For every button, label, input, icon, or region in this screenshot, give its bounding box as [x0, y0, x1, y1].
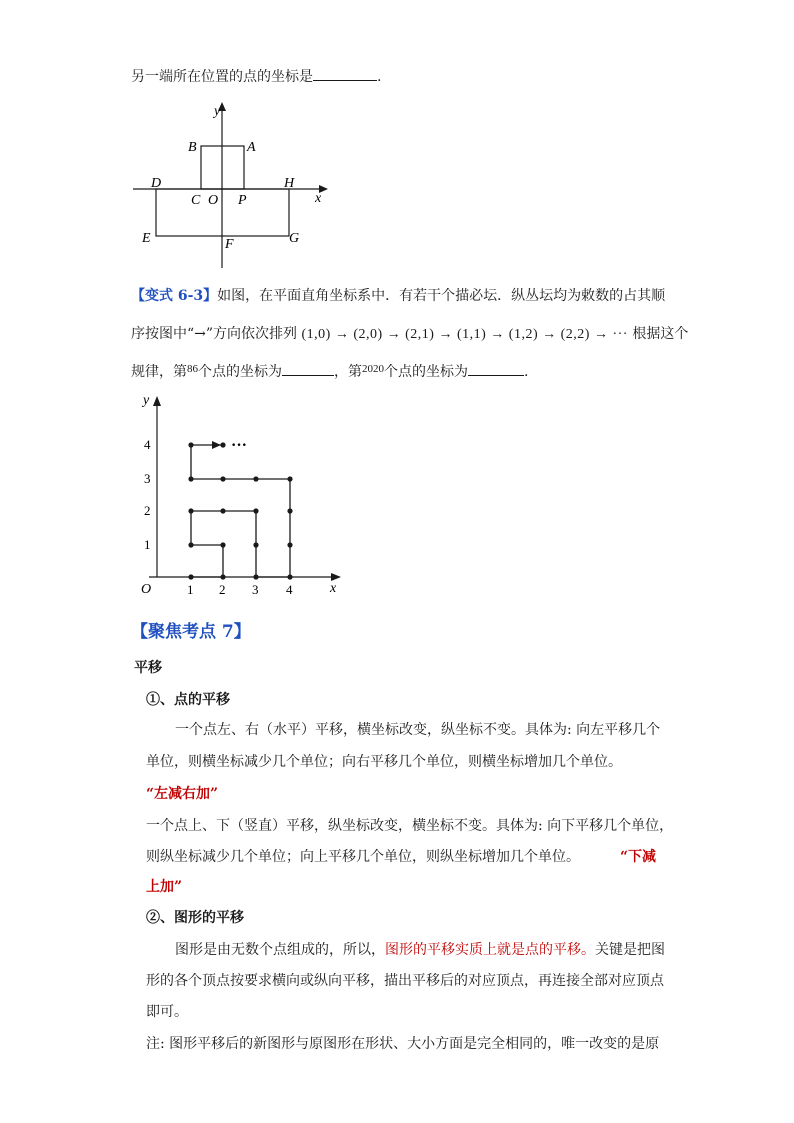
point: [188, 476, 193, 481]
figure-coordinate-rectangles: [125, 98, 335, 273]
point: [287, 476, 292, 481]
variant-tag: 【变式 6-3】: [131, 288, 218, 304]
label-D: D: [151, 176, 162, 191]
section-heading: 【聚焦考点 7】: [131, 622, 251, 642]
x-tick-2: 2: [219, 582, 226, 597]
variant-line-2: [131, 324, 688, 345]
point: [220, 442, 225, 447]
point: [220, 574, 225, 579]
y-tick-1: 1: [144, 537, 151, 552]
point: [287, 508, 292, 513]
paragraph-1-line-1: 一个点左、右（水平）平移，横坐标改变，纵坐标不变。具体为: 向左平移几个: [175, 722, 661, 738]
y-axis-arrow: [153, 396, 161, 406]
label-O: O: [208, 193, 219, 208]
variant-text-1: 如图，在平面直角坐标系中．有若干个描必坛．纵丛坛均为敕数的占其顺: [217, 288, 666, 304]
label-x: x: [315, 191, 322, 206]
point: [253, 476, 258, 481]
point: [220, 476, 225, 481]
question-fragment: [131, 66, 381, 87]
label-y: y: [143, 393, 150, 408]
topic-title: 平移: [134, 660, 162, 676]
rule-left-subtract-right-add: “左减右加”: [146, 786, 219, 802]
x-axis-arrow: [331, 573, 341, 581]
point: [188, 508, 193, 513]
label-G: G: [289, 231, 300, 246]
variant-text-3d: 个点的坐标为: [384, 364, 468, 380]
label-A: A: [247, 140, 256, 155]
paragraph-3-line-2: 形的各个顶点按要求横向或纵向平移，描出平移后的对应顶点，再连接全部对应顶点: [146, 973, 664, 989]
point: [188, 574, 193, 579]
point: [253, 508, 258, 513]
variant-text-2a: 序按图中“→”方向依次排列: [131, 326, 298, 342]
y-tick-4: 4: [144, 437, 151, 452]
answer-blank-1[interactable]: [282, 361, 334, 376]
y-tick-3: 3: [144, 471, 151, 486]
figure-lattice-path: [135, 390, 350, 600]
x-tick-4: 4: [286, 582, 293, 597]
variant-line-1: [131, 286, 665, 306]
point: [287, 542, 292, 547]
paragraph-3-line-3: 即可。: [146, 1004, 188, 1020]
question-text: 另一端所在位置的点的坐标是: [131, 69, 313, 85]
answer-blank[interactable]: [313, 66, 377, 81]
variant-line-3: [131, 359, 528, 382]
point: [188, 442, 193, 447]
point: [220, 542, 225, 547]
variant-text-2b: 根据这个: [632, 326, 689, 342]
point: [287, 574, 292, 579]
x-tick-3: 3: [252, 582, 259, 597]
paragraph-3-line-1: [175, 940, 665, 960]
point: [253, 542, 258, 547]
continuation-dots: ···: [231, 437, 248, 454]
point: [253, 574, 258, 579]
label-B: B: [188, 140, 197, 155]
paragraph-3-highlight: 图形的平移实质上就是点的平移。: [385, 942, 595, 958]
rule-up-add: 上加”: [146, 879, 183, 895]
paragraph-1-line-2: 单位，则横坐标减少几个单位；向右平移几个单位，则横坐标增加几个单位。: [146, 754, 622, 770]
lattice-path: [191, 445, 290, 577]
note-line: 注: 图形平移后的新图形与原图形在形状、大小方面是完全相同的，唯一改变的是原: [146, 1036, 660, 1052]
y-tick-2: 2: [144, 503, 151, 518]
paragraph-2-line-2: 则纵坐标减少几个单位；向上平移几个单位，则纵坐标增加几个单位。: [146, 849, 580, 865]
paragraph-2-line-1: 一个点上、下（竖直）平移，纵坐标改变，横坐标不变。具体为: 向下平移几个单位，: [146, 818, 674, 834]
period: .: [377, 69, 382, 85]
subsection-shape-translation: ②、图形的平移: [146, 910, 244, 926]
period: .: [524, 364, 529, 380]
label-x: x: [330, 581, 337, 596]
label-H: H: [284, 176, 295, 191]
label-origin: O: [141, 582, 152, 597]
point: [188, 542, 193, 547]
label-P: P: [238, 193, 247, 208]
paragraph-3-text-a: 图形是由无数个点组成的，所以，: [175, 942, 385, 958]
point: [220, 508, 225, 513]
number-2020: 2020: [362, 363, 384, 375]
x-tick-1: 1: [187, 582, 194, 597]
variant-text-3b: 个点的坐标为: [198, 364, 282, 380]
number-86: 86: [187, 363, 198, 375]
variant-text-3c: ，第: [334, 364, 362, 380]
rule-down-subtract: “下减: [620, 849, 657, 865]
variant-text-3a: 规律，第: [131, 364, 187, 380]
label-C: C: [191, 193, 201, 208]
label-E: E: [142, 231, 151, 246]
answer-blank-2[interactable]: [468, 361, 524, 376]
paragraph-3-text-b: 关键是把图: [595, 942, 665, 958]
point-sequence: (1,0) → (2,0) → (2,1) → (1,1) → (1,2) → (2,2) → ···: [301, 327, 628, 342]
label-F: F: [225, 237, 234, 252]
label-y: y: [214, 104, 221, 119]
subsection-point-translation: ①、点的平移: [146, 692, 230, 708]
direction-arrow: [212, 441, 221, 449]
